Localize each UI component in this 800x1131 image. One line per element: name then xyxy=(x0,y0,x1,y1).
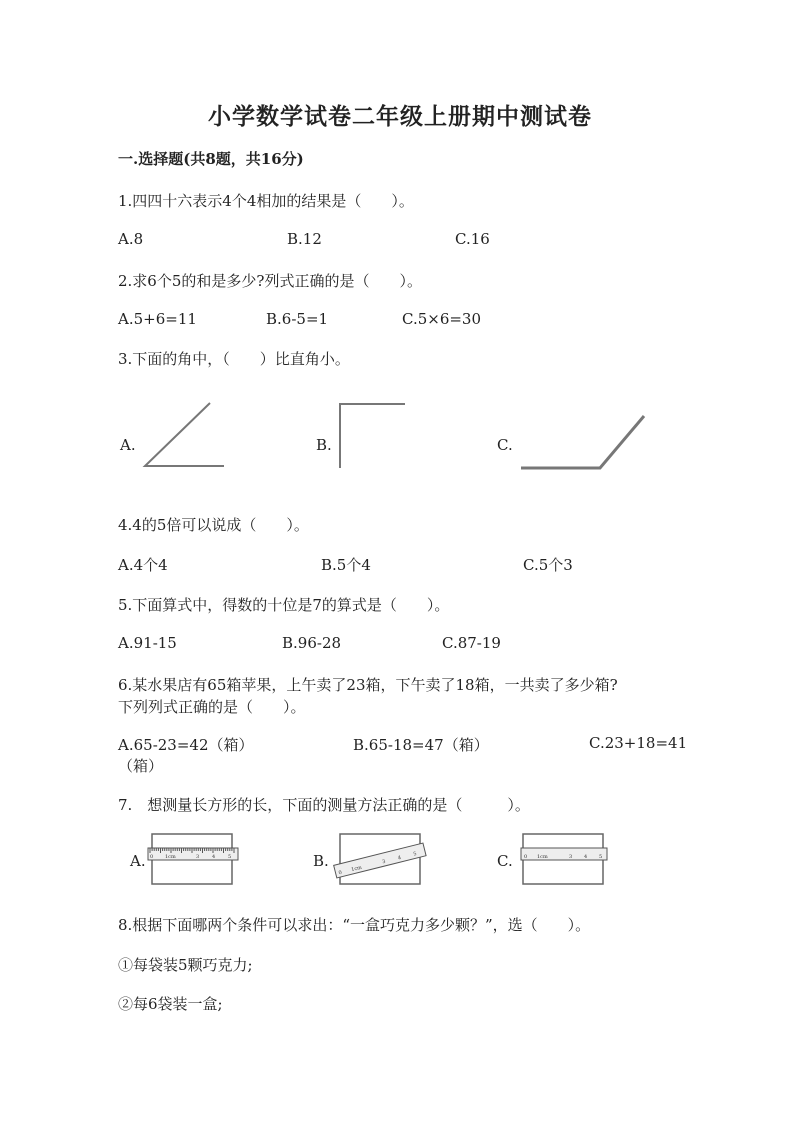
ruler-figure-b xyxy=(332,828,428,890)
section-heading: 一.选择题(共8题，共16分) xyxy=(118,150,304,168)
ruler-c-tick-3: 3 xyxy=(569,854,573,860)
page-title: 小学数学试卷二年级上册期中测试卷 xyxy=(208,103,592,130)
question-7-option-b: B. xyxy=(313,852,329,870)
ruler-a-unit: 1cm xyxy=(165,854,176,860)
question-5-option-b: B.96-28 xyxy=(282,634,342,652)
ruler-a-tick-5: 5 xyxy=(228,854,232,860)
question-1-option-c: C.16 xyxy=(455,230,490,248)
question-1-option-b: B.12 xyxy=(287,230,322,248)
question-4-option-a: A.4个4 xyxy=(118,556,168,574)
question-3-option-b: B. xyxy=(316,436,332,454)
ruler-c-tick-5: 5 xyxy=(599,854,603,860)
ruler-a-tick-4: 4 xyxy=(212,854,216,860)
question-3-stem: 3.下面的角中，（ ）比直角小。 xyxy=(118,350,350,368)
ruler-b-tick-3: 3 xyxy=(381,858,387,866)
ruler-b-unit: 1cm xyxy=(350,864,363,874)
question-7-option-a: A. xyxy=(130,852,146,870)
ruler-a-tick-3: 3 xyxy=(196,854,200,860)
question-2-option-c: C.5×6=30 xyxy=(402,310,482,328)
question-2-stem: 2.求6个5的和是多少?列式正确的是（ ）。 xyxy=(118,272,422,290)
question-6-option-c: C.23+18=41 xyxy=(589,734,688,752)
question-5-option-c: C.87-19 xyxy=(442,634,501,652)
question-8-stem: 8.根据下面哪两个条件可以求出：“一盒巧克力多少颗？”，选（ ）。 xyxy=(118,916,591,934)
question-2-option-a: A.5+6=11 xyxy=(118,310,197,328)
question-6-stem-line2: 下列列式正确的是（ ）。 xyxy=(118,698,306,716)
question-5-option-a: A.91-15 xyxy=(118,634,177,652)
question-7-option-c: C. xyxy=(497,852,513,870)
ruler-figure-c xyxy=(517,830,609,890)
question-3-option-c: C. xyxy=(497,436,513,454)
ruler-figure-a xyxy=(148,830,240,890)
ruler-b-tick-5: 5 xyxy=(412,851,418,858)
question-6-stem-line1: 6.某水果店有65箱苹果，上午卖了23箱，下午卖了18箱，一共卖了多少箱? xyxy=(118,676,618,694)
question-6-option-a: A.65-23=42（箱） xyxy=(118,736,254,754)
question-1-option-a: A.8 xyxy=(118,230,144,248)
acute-angle-figure xyxy=(140,400,230,470)
right-angle-figure xyxy=(335,400,410,470)
ruler-b-zero: 0 xyxy=(338,869,343,877)
question-8-condition-2: ②每6袋装一盒; xyxy=(118,995,223,1013)
question-5-stem: 5.下面算式中，得数的十位是7的算式是（ ）。 xyxy=(118,596,450,614)
ruler-c-unit: 1cm xyxy=(537,854,548,860)
question-8-condition-1: ①每袋装5颗巧克力; xyxy=(118,956,253,974)
question-1-stem: 1.四四十六表示4个4相加的结果是（ ）。 xyxy=(118,192,414,210)
obtuse-angle-figure xyxy=(518,412,648,472)
question-4-option-c: C.5个3 xyxy=(523,556,573,574)
question-4-stem: 4.4的5倍可以说成（ ）。 xyxy=(118,516,309,534)
question-2-option-b: B.6-5=1 xyxy=(266,310,329,328)
question-6-option-c-unit: （箱） xyxy=(118,757,164,775)
question-4-option-b: B.5个4 xyxy=(321,556,371,574)
question-3-option-a: A. xyxy=(120,436,136,454)
question-7-stem: 7. 想测量长方形的长，下面的测量方法正确的是（ ）。 xyxy=(118,796,530,814)
ruler-c-tick-4: 4 xyxy=(584,854,588,860)
question-6-option-b: B.65-18=47（箱） xyxy=(353,736,489,754)
ruler-b-tick-4: 4 xyxy=(397,854,402,862)
ruler-c-zero: 0 xyxy=(524,854,528,860)
ruler-a-zero: 0 xyxy=(150,854,154,860)
